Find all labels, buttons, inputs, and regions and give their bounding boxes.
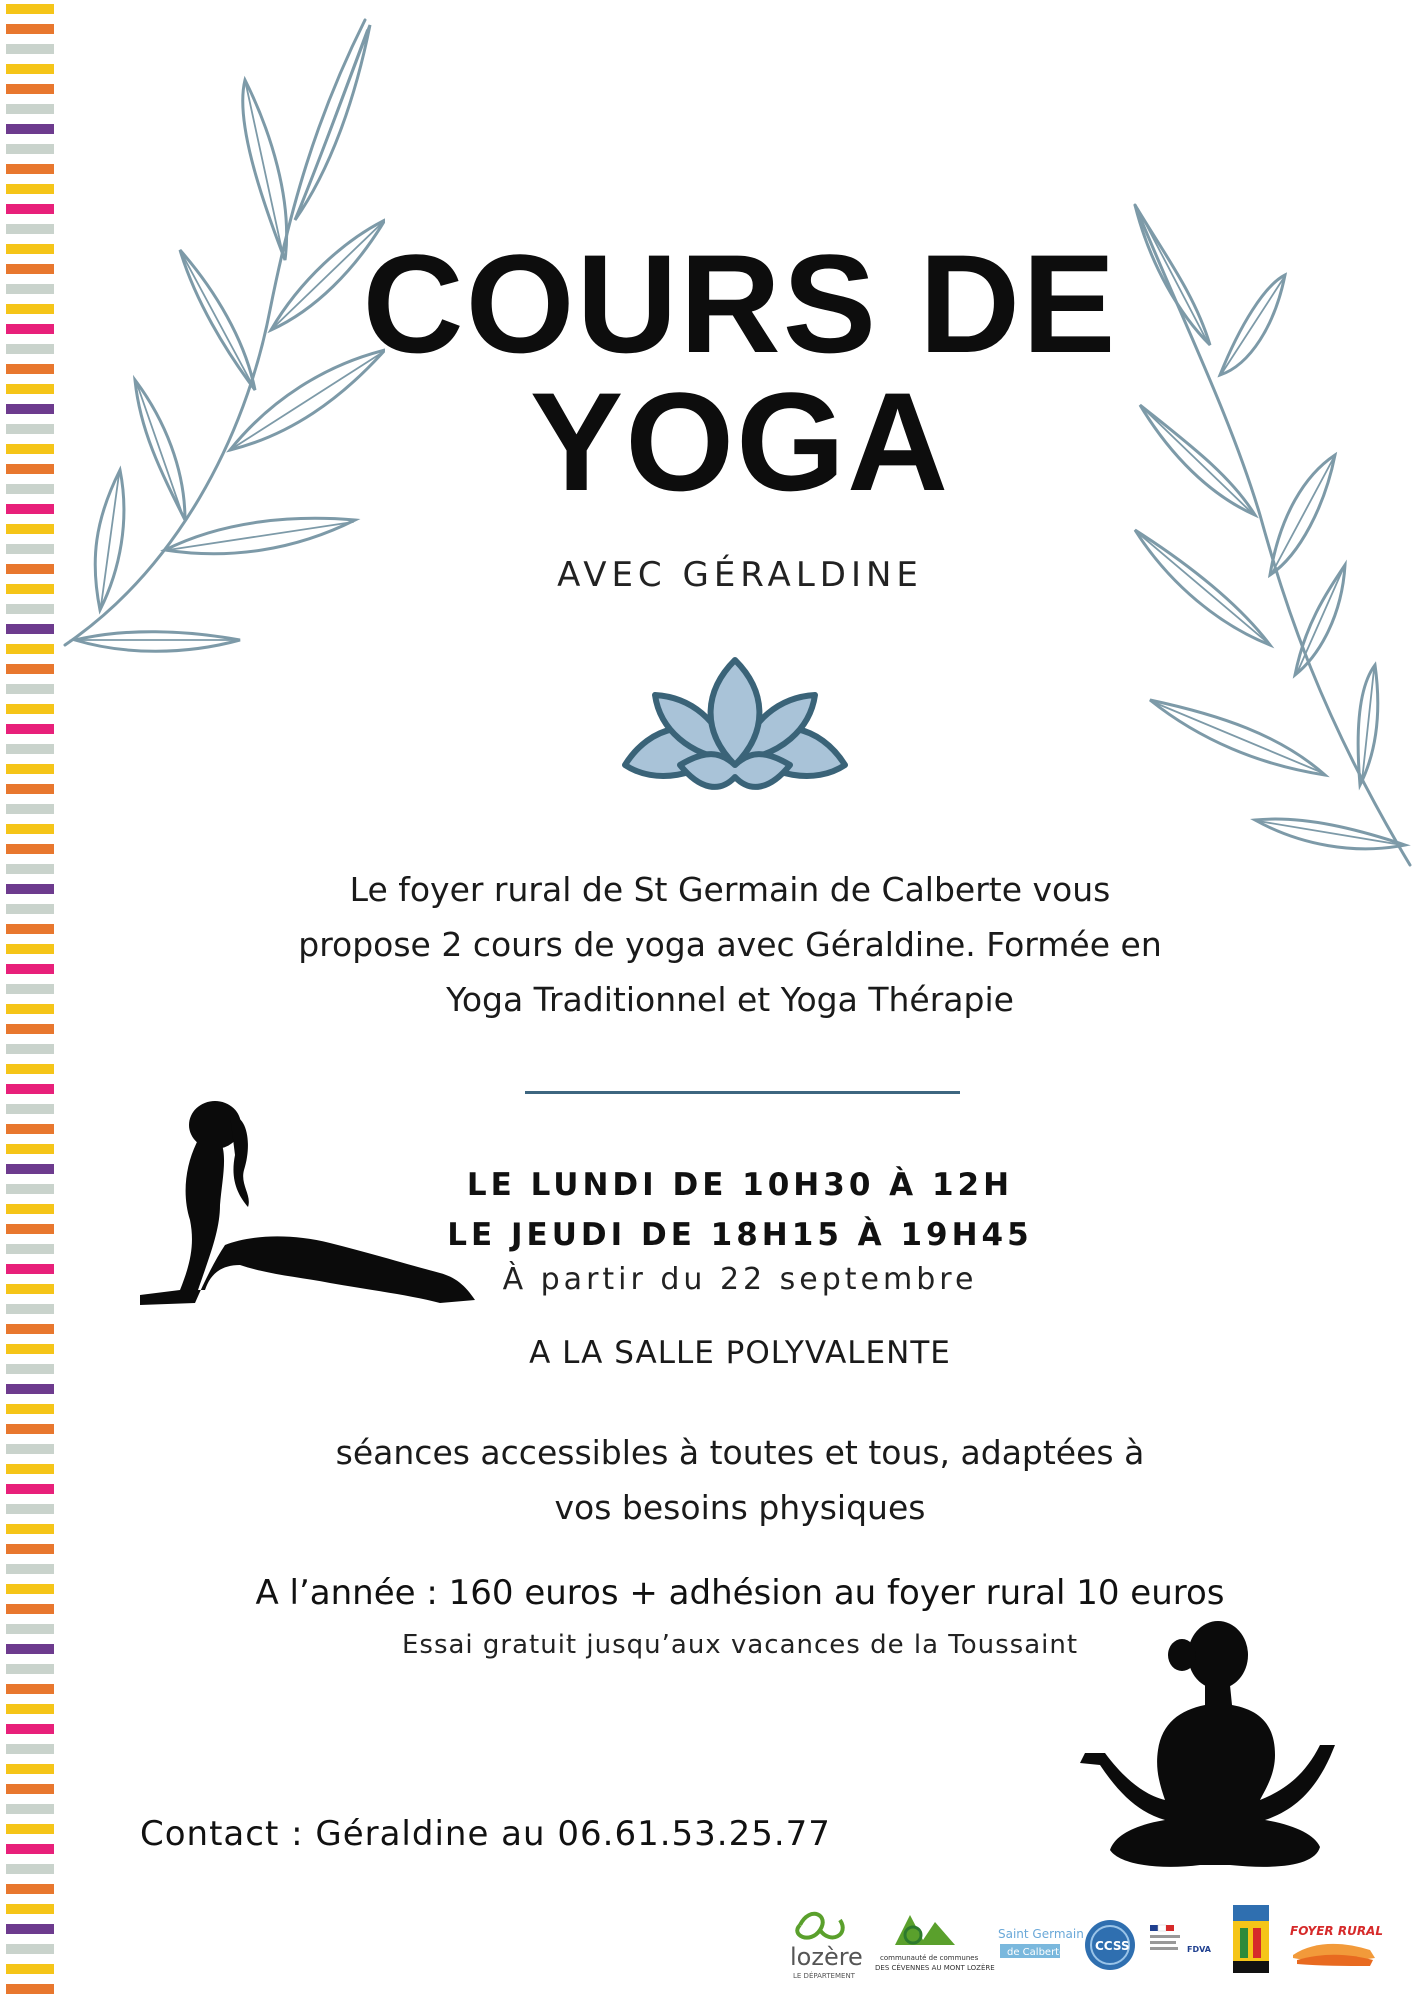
stripe [6,1024,54,1034]
stripe [6,1204,54,1214]
stripe [6,444,54,454]
stripe [6,184,54,194]
stripe [6,1624,54,1634]
stripe [6,1224,54,1234]
stripe [6,1044,54,1054]
stripe [6,1744,54,1754]
stripe [6,1804,54,1814]
lozere-logo [790,1914,863,1980]
stripe [6,164,54,174]
stripe [6,844,54,854]
stripe [6,144,54,154]
access-line-2: vos besoins physiques [554,1488,926,1527]
stripe [6,624,54,634]
title-line-1: COURS DE [362,225,1118,382]
price: A l’année : 160 euros + adhésion au foyer rural 10 euros [255,1573,1225,1613]
stripe [6,1424,54,1434]
stripe [6,904,54,914]
start-date: À partir du 22 septembre [502,1262,978,1297]
stripe [6,364,54,374]
stripe [6,384,54,394]
stripe [6,784,54,794]
stripe [6,1324,54,1334]
lotus-pose-silhouette-icon [1080,1615,1340,1880]
stripe [6,604,54,614]
stripe [6,1844,54,1854]
stripe [6,584,54,594]
stripe [6,304,54,314]
fdva-logo-text: FDVA [1187,1945,1211,1954]
stripe [6,484,54,494]
stripe [6,1824,54,1834]
lotus-icon [620,655,850,800]
stripe [6,664,54,674]
stripe [6,984,54,994]
stripe [6,44,54,54]
stripe [6,424,54,434]
stripe [6,1124,54,1134]
stripe-border [0,0,60,2000]
lozere-logo-text: lozère [790,1943,863,1971]
stripe [6,1544,54,1554]
stripe [6,464,54,474]
stripe [6,1404,54,1414]
schedule-thursday: LE JEUDI DE 18H15 À 19H45 [447,1217,1033,1253]
leaf-branch-icon [1120,195,1414,875]
stripe [6,1364,54,1374]
stripe [6,1144,54,1154]
ccss-logo [1085,1920,1135,1970]
stripe [6,884,54,894]
stripe [6,1784,54,1794]
stripe [6,4,54,14]
stripe [6,564,54,574]
stripe [6,1644,54,1654]
saint-germain-text-1: Saint Germain [998,1927,1084,1941]
stripe [6,1944,54,1954]
stripe [6,1344,54,1354]
stripe [6,724,54,734]
stripe [6,1164,54,1174]
stripe [6,264,54,274]
cobra-pose-silhouette-icon [140,1095,475,1305]
stripe [6,84,54,94]
divider [525,1091,960,1094]
stripe [6,1564,54,1574]
stripe [6,124,54,134]
stripe [6,1384,54,1394]
stripe [6,1304,54,1314]
stripe [6,1684,54,1694]
stripe [6,1704,54,1714]
stripe [6,1184,54,1194]
schedule [430,1160,1050,1260]
stripe [6,1604,54,1614]
venue: A LA SALLE POLYVALENTE [529,1335,951,1371]
stripe [6,1004,54,1014]
stripe [6,764,54,774]
intro-paragraph [230,862,1230,1027]
foyer-rural-text: FOYER RURAL [1290,1924,1383,1938]
subtitle: AVEC GÉRALDINE [557,555,923,595]
foyer-rural-lozere-logo [1233,1905,1269,1973]
contact-info: Contact : Géraldine au 06.61.53.25.77 [140,1814,831,1854]
stripe [6,704,54,714]
stripe [6,1584,54,1594]
stripe [6,544,54,554]
stripe [6,284,54,294]
cc-logo-text-1: communauté de communes [880,1954,979,1962]
schedule-monday: LE LUNDI DE 10H30 À 12H [466,1167,1014,1203]
stripe [6,404,54,414]
stripe [6,1884,54,1894]
stripe [6,1464,54,1474]
intro-line-1: Le foyer rural de St Germain de Calberte vous [349,870,1111,909]
stripe [6,1104,54,1114]
fdva-logo [1150,1925,1212,1954]
cc-logo-text-2: DES CÉVENNES AU MONT LOZÈRE [875,1964,995,1972]
stripe [6,24,54,34]
stripe [6,524,54,534]
stripe [6,1484,54,1494]
intro-line-2: propose 2 cours de yoga avec Géraldine. Formée en [298,925,1162,964]
stripe [6,1444,54,1454]
stripe [6,824,54,834]
stripe [6,324,54,334]
stripe [6,744,54,754]
title-line-2: YOGA [529,363,951,520]
stripe [6,1264,54,1274]
stripe [6,504,54,514]
stripe [6,244,54,254]
accessibility-note [250,1425,1230,1535]
ccss-logo-text: CCSS [1095,1939,1130,1953]
stripe [6,1984,54,1994]
stripe [6,924,54,934]
saint-germain-logo [998,1927,1084,1958]
stripe [6,1284,54,1294]
stripe [6,864,54,874]
lozere-logo-subtext: LE DÉPARTEMENT [793,1972,855,1980]
stripe [6,1664,54,1674]
communaute-communes-logo [875,1915,995,1972]
stripe [6,1084,54,1094]
stripe [6,964,54,974]
stripe [6,944,54,954]
foyer-rural-logo [1290,1924,1383,1966]
stripe [6,1724,54,1734]
saint-germain-text-2: de Calberte [1007,1947,1066,1958]
stripe [6,1504,54,1514]
stripe [6,1924,54,1934]
stripe [6,224,54,234]
stripe [6,1064,54,1074]
stripe [6,1764,54,1774]
intro-line-3: Yoga Traditionnel et Yoga Thérapie [446,980,1014,1019]
stripe [6,104,54,114]
stripe [6,1964,54,1974]
stripe [6,644,54,654]
stripe [6,1904,54,1914]
stripe [6,204,54,214]
stripe [6,1524,54,1534]
stripe [6,64,54,74]
page-title [330,225,1150,520]
access-line-1: séances accessibles à toutes et tous, adaptées à [335,1433,1145,1472]
stripe [6,344,54,354]
partner-logos [785,1900,1395,1990]
stripe [6,804,54,814]
free-trial-note: Essai gratuit jusqu’aux vacances de la Toussaint [401,1630,1079,1660]
stripe [6,1244,54,1254]
stripe [6,1864,54,1874]
stripe [6,684,54,694]
partner-logos-strip [785,1900,1395,1990]
